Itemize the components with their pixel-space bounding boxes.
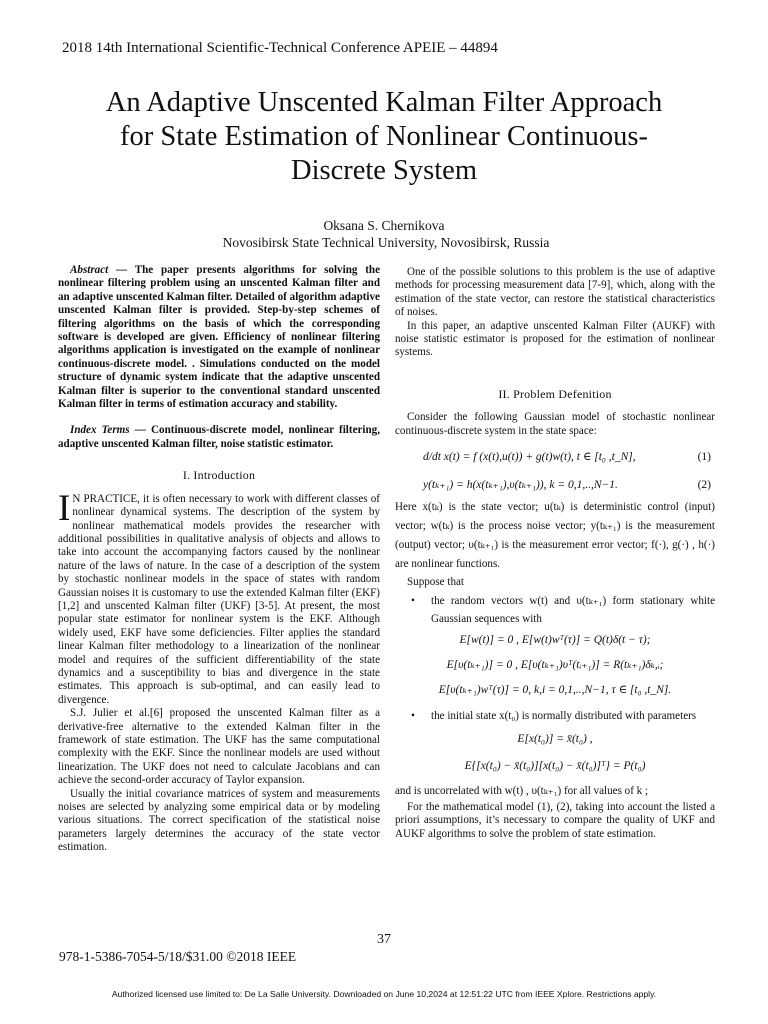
- title-line: Discrete System: [290, 155, 477, 186]
- intro-paragraph-3: Usually the initial covariance matrices of system and measurements noises are selected by analyzing some empirical data or by modeling various situations. The correct specification of the statistical noise parameters largely determines the accuracy of the state vector estimation.: [58, 787, 380, 854]
- bullet-icon: •: [411, 710, 415, 723]
- conference-header: 2018 14th International Scientific-Technical Conference APEIE – 44894: [62, 40, 498, 56]
- bullet-icon: •: [411, 595, 415, 608]
- equation-2-number: (2): [697, 479, 711, 492]
- isbn-copyright: 978-1-5386-7054-5/18/$31.00 ©2018 IEEE: [59, 949, 297, 964]
- right-paragraph-final: For the mathematical model (1), (2), taking into account the listed a priori assumptions, it’s necessary to compare the quality of UKF and AUKF algorithms to solve the problem of state estimation.: [395, 800, 715, 840]
- license-footer: Authorized licensed use limited to: De La Salle University. Downloaded on June 10,2024 at 12:51:22 UTC from IEEE Xplore. Restrictions apply.: [111, 989, 657, 999]
- equation-2-body: y(tₖ₊₁) = h(x(tₖ₊₁),υ(tₖ₊₁)), k = 0,1,..,N−1.: [423, 479, 618, 492]
- equation-1-number: (1): [697, 451, 711, 464]
- abstract-text: — The paper presents algorithms for solving the nonlinear filtering problem using an unscented Kalman filter and an adaptive unscented Kalman filter. Detailed of algorithm adaptive unscented Kalman filter is provided. Step-by-step schemes of filtering algorithms on the basis of which the corresponding software is developed are given. Efficiency of nonlinear filtering algorithms application is investigated on the example of nonlinear continuous-discrete model. . Simulations conducted on the model structure of dynamic system indicate that the adaptive unscented Kalman filter is superior to the conventional standard unscented Kalman filter in terms of estimation accuracy and stability.: [58, 264, 380, 411]
- paper-title: [40, 86, 728, 188]
- index-terms: [58, 424, 380, 451]
- assumption-bullet-1: [395, 592, 715, 628]
- left-column: [58, 264, 380, 855]
- section-heading-problem: II. Problem Defenition: [498, 386, 612, 401]
- uncorrelated-text: and is uncorrelated with w(t) , υ(tₖ₊₁) for all values of k ;: [395, 785, 649, 798]
- abstract-label: Abstract: [70, 264, 109, 276]
- index-terms-label: Index Terms: [70, 424, 130, 437]
- intro-paragraph-1: I N PRACTICE, it is often necessary to work with different classes of nonlinear dynamical systems. The description of the system by nonlinear mathematical models provides the researcher with additional possibilities in qualitative analysis of objects and allows to take into account the accompanying factors caused by the nonlinear nature of the laws of nature. In the case of a description of the system by stochastic nonlinear models in the space of states with random Gaussian noises it is customary to use the extended Kalman filter (EKF) [1,2] and unscented Kalman filter (UKF) [3-5]. At present, the most popular state estimator for nonlinear system is the EKF. Although widely used, EKF have some deficiencies. Filter applies the standard linear Kalman filter methodology to a linearization of the nonlinear model and requires of the sufficient differentiability of the state dynamics and a susceptibility to bias and divergence in the state estimates. This approach is sub-optimal, and can easily lead to divergence.: [58, 487, 380, 706]
- page-number: 37: [377, 932, 391, 947]
- section-heading-introduction: I. Introduction: [182, 468, 256, 483]
- right-paragraph-2: In this paper, an adaptive unscented Kalman Filter (AUKF) with noise statistic estimator is proposed for the estimation of nonlinear systems.: [395, 319, 715, 359]
- initial-mean: E[x(t₀)] = x̄(t₀) ,: [517, 733, 593, 746]
- title-line: An Adaptive Unscented Kalman Filter Approach: [105, 87, 663, 118]
- author-affiliation: Novosibirsk State Technical University, Novosibirsk, Russia: [222, 235, 550, 250]
- drop-cap: I: [58, 487, 71, 529]
- initial-covariance: E{[x(t₀) − x̄(t₀)][x(t₀) − x̄(t₀)]ᵀ} = P(t₀): [464, 760, 646, 773]
- abstract: [58, 264, 380, 411]
- expectation-w: E[w(t)] = 0 , E[w(t)wᵀ(τ)] = Q(t)δ(t − τ);: [459, 634, 651, 647]
- index-terms-text: — Continuous-discrete model, nonlinear filtering, adaptive unscented Kalman filter, noise statistic estimator.: [58, 424, 380, 450]
- equation-2: [395, 472, 715, 498]
- expectation-v: E[υ(tₖ₊₁)] = 0 , E[υ(tₖ₊₁)υᵀ(tᵢ₊₁)] = R(tₖ₊₁)δₖ,ᵢ;: [446, 659, 664, 672]
- assumption-1-text: the random vectors w(t) and υ(tₖ₊₁) form stationary white Gaussian sequences with: [431, 595, 715, 626]
- author-name: Oksana S. Chernikova: [323, 218, 445, 233]
- assumption-2-text: the initial state x(t₀) is normally distributed with parameters: [431, 710, 697, 723]
- equation-1-body: d/dt x(t) = f (x(t),u(t)) + g(t)w(t), t ∈ [t₀ ,t_N],: [423, 451, 636, 464]
- suppose-text: Suppose that: [407, 576, 465, 589]
- intro-paragraph-2: S.J. Julier et al.[6] proposed the unscented Kalman filter as a derivative-free alternative to the extended Kalman filter in the framework of state estimation. The UKF has the same computational complexity with the EKF. Since the nonlinear models are used without linearization. The UKF does not need to calculate Jacobians and can achieve the second-order accuracy of Taylor expansion.: [58, 707, 380, 787]
- title-line: for State Estimation of Nonlinear Continuous-: [120, 121, 648, 152]
- variable-definitions: Here x(tₖ) is the state vector; u(tₖ) is deterministic control (input) vector; w(tₖ) is the process noise vector; y(tₖ₊₁) is the measurement (output) vector; υ(tₖ₊₁) is the measurement error vector; f(·), g(·) , h(·) are nonlinear functions.: [395, 501, 715, 571]
- assumption-bullet-2: [395, 707, 715, 725]
- equation-1: [395, 442, 715, 472]
- model-intro: Consider the following Gaussian model of stochastic nonlinear continuous-discrete system in the state space:: [395, 411, 715, 437]
- right-column: [395, 266, 715, 841]
- right-paragraph-1: One of the possible solutions to this problem is the use of adaptive methods for processing measurement data [7-9], which, along with the estimation of the state vector, can restore the statistical characteristics of noises.: [395, 266, 715, 319]
- cross-expectation: E[υ(tₖ₊₁)wᵀ(τ)] = 0, k,i = 0,1,..,N−1, τ ∈ [t₀ ,t_N].: [438, 684, 672, 697]
